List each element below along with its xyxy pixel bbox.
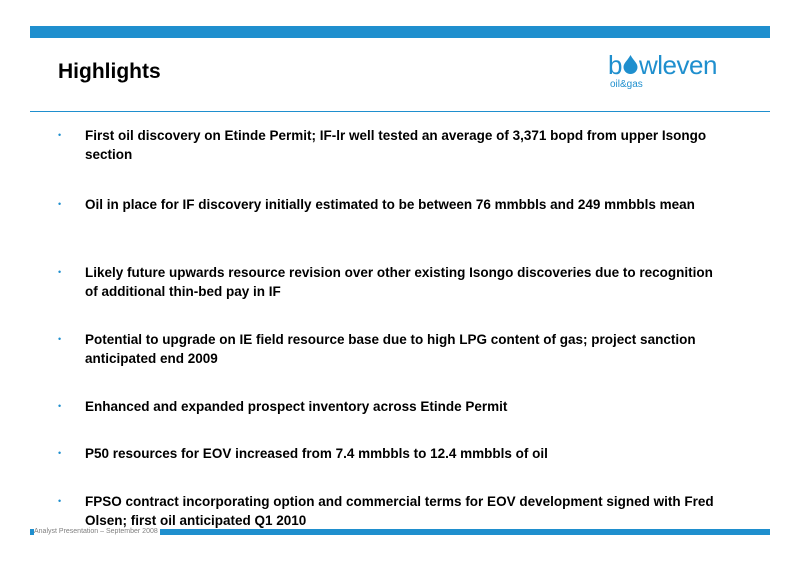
bullet-icon: • <box>58 267 62 277</box>
bullet-icon: • <box>58 448 62 458</box>
slide-title: Highlights <box>58 60 161 83</box>
bullet-text: Potential to upgrade on IE field resource base due to high LPG content of gas; project sanction anticipated end 2009 <box>85 332 696 366</box>
bullet-icon: • <box>58 496 62 506</box>
bullet-icon: • <box>58 334 62 344</box>
bullet-text: Enhanced and expanded prospect inventory across Etinde Permit <box>85 399 508 414</box>
bullet-text: Likely future upwards resource revision over other existing Isongo discoveries due to recognition of additional thin-bed pay in IF <box>85 265 713 299</box>
logo-word-end: wleven <box>638 50 717 80</box>
bullet-text: Oil in place for IF discovery initially estimated to be between 76 mmbbls and 249 mmbbls mean <box>85 197 695 212</box>
bullet-icon: • <box>58 401 62 411</box>
bowleven-logo <box>608 52 748 94</box>
footer-text: Analyst Presentation – September 2008 <box>34 528 158 535</box>
bullet-text: FPSO contract incorporating option and commercial terms for EOV development signed with Fred Olsen; first oil anticipated Q1 2010 <box>85 494 714 528</box>
oil-drop-icon <box>622 54 639 74</box>
header-accent-bar <box>30 26 770 38</box>
bullet-text: First oil discovery on Etinde Permit; IF-lr well tested an average of 3,371 bopd from upper Isongo section <box>85 128 707 162</box>
bullet-text: P50 resources for EOV increased from 7.4 mmbbls to 12.4 mmbbls of oil <box>85 446 548 461</box>
logo-wordmark <box>608 52 717 78</box>
logo-tagline: oil&gas <box>610 79 643 90</box>
title-divider <box>30 111 770 112</box>
bullet-icon: • <box>58 199 62 209</box>
logo-word-start: b <box>608 50 622 80</box>
bullet-icon: • <box>58 130 62 140</box>
